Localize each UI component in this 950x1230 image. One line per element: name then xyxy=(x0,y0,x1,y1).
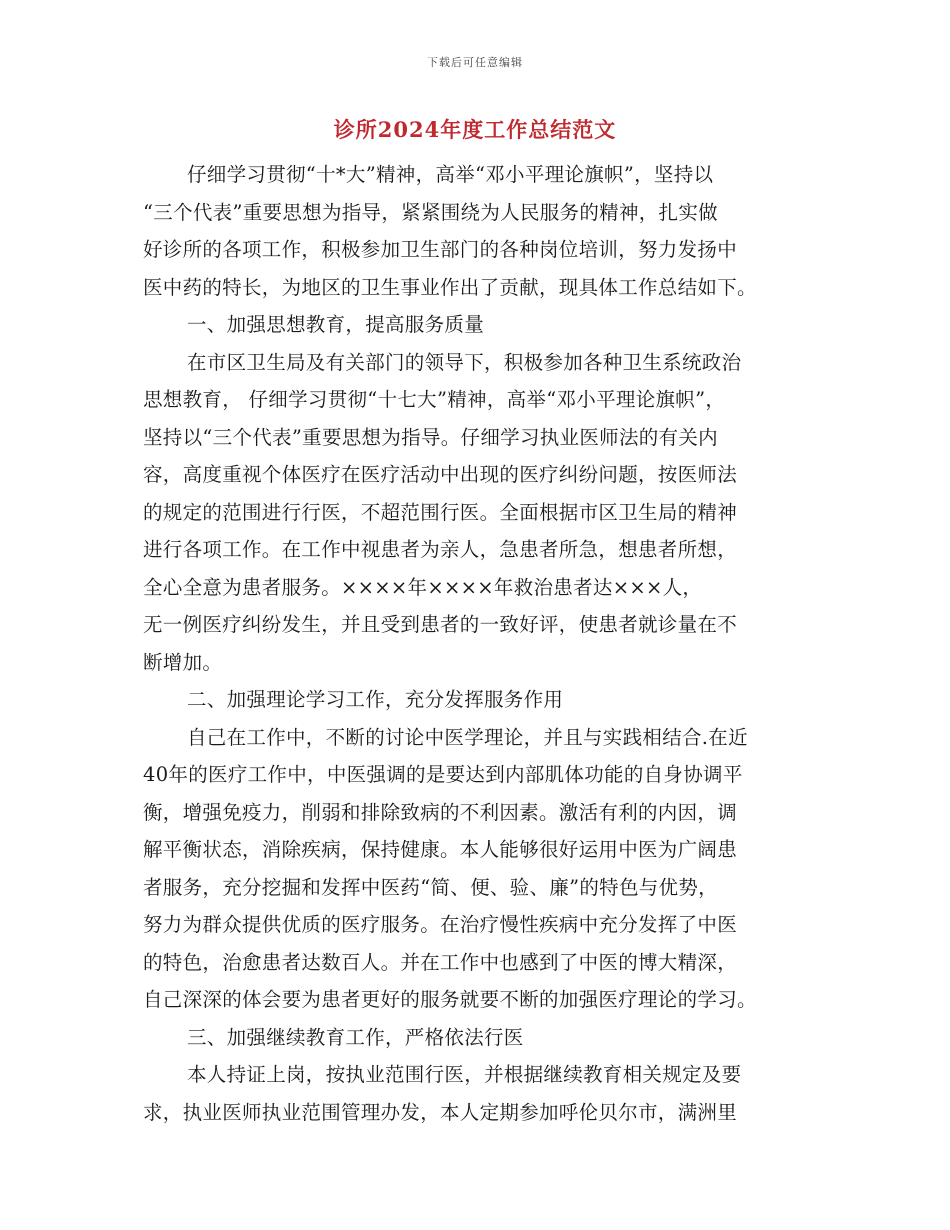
text-line: 自己深深的体会要为患者更好的服务就要不断的加强医疗理论的学习。 xyxy=(143,988,757,1011)
text-line: 好诊所的各项工作，积极参加卫生部门的各种岗位培训，努力发扬中 xyxy=(143,238,738,261)
text-line: 坚持以“三个代表”重要思想为指导。仔细学习执业医师法的有关内 xyxy=(143,425,718,449)
text-line: 断增加。 xyxy=(143,650,223,674)
text-line: 努力为群众提供优质的医疗服务。在治疗慢性疾病中充分发挥了中医 xyxy=(143,913,738,936)
text-line: 二、加强理论学习工作，充分发挥服务作用 xyxy=(187,688,564,711)
text-line: 进行各项工作。在工作中视患者为亲人，急患者所急，想患者所想， xyxy=(143,538,738,561)
text-line: “三个代表”重要思想为指导，紧紧围绕为人民服务的精神，扎实做 xyxy=(143,200,718,224)
text-line: 的特色，治愈患者达数百人。并在工作中也感到了中医的博大精深， xyxy=(143,950,738,974)
document-body xyxy=(143,156,815,1131)
text-line: 求，执业医师执业范围管理办发，本人定期参加呼伦贝尔市，满洲里 xyxy=(143,1100,738,1124)
text-line: 思想教育， 仔细学习贯彻“十七大”精神，高举“邓小平理论旗帜”， xyxy=(143,388,726,411)
text-line: 无一例医疗纠纷发生，并且受到患者的一致好评，使患者就诊量在不 xyxy=(143,613,738,636)
text-line: 医中药的特长，为地区的卫生事业作出了贡献，现具体工作总结如下。 xyxy=(143,275,757,299)
text-line: 解平衡状态，消除疾病，保持健康。本人能够很好运用中医为广阔患 xyxy=(143,838,738,861)
document-title: 诊所2024年度工作总结范文 xyxy=(333,117,617,142)
text-line: 的规定的范围进行行医，不超范围行医。全面根据市区卫生局的精神 xyxy=(143,500,738,524)
text-line: 三、加强继续教育工作，严格依法行医 xyxy=(187,1025,524,1049)
text-line: 40年的医疗工作中，中医强调的是要达到内部肌体功能的自身协调平 xyxy=(143,763,743,786)
text-line: 自己在工作中，不断的讨论中医学理论，并且与实践相结合.在近 xyxy=(187,725,748,749)
text-line: 全心全意为患者服务。××××年××××年救治患者达×××人， xyxy=(143,575,703,599)
text-line: 仔细学习贯彻“十*大”精神，高举“邓小平理论旗帜”，坚持以 xyxy=(187,163,714,186)
text-line: 者服务，充分挖掘和发挥中医药“简、便、验、廉”的特色与优势， xyxy=(143,875,718,899)
text-line: 衡，增强免疫力，削弱和排除致病的不利因素。激活有利的内因，调 xyxy=(143,800,738,824)
page-header-note: 下载后可任意编辑 xyxy=(427,56,523,69)
text-line: 本人持证上岗，按执业范围行医，并根据继续教育相关规定及要 xyxy=(187,1063,742,1086)
text-line: 在市区卫生局及有关部门的领导下，积极参加各种卫生系统政治 xyxy=(187,350,742,374)
text-line: 容，高度重视个体医疗在医疗活动中出现的医疗纠纷问题，按医师法 xyxy=(143,463,738,486)
text-line: 一、加强思想教育，提高服务质量 xyxy=(187,313,485,336)
